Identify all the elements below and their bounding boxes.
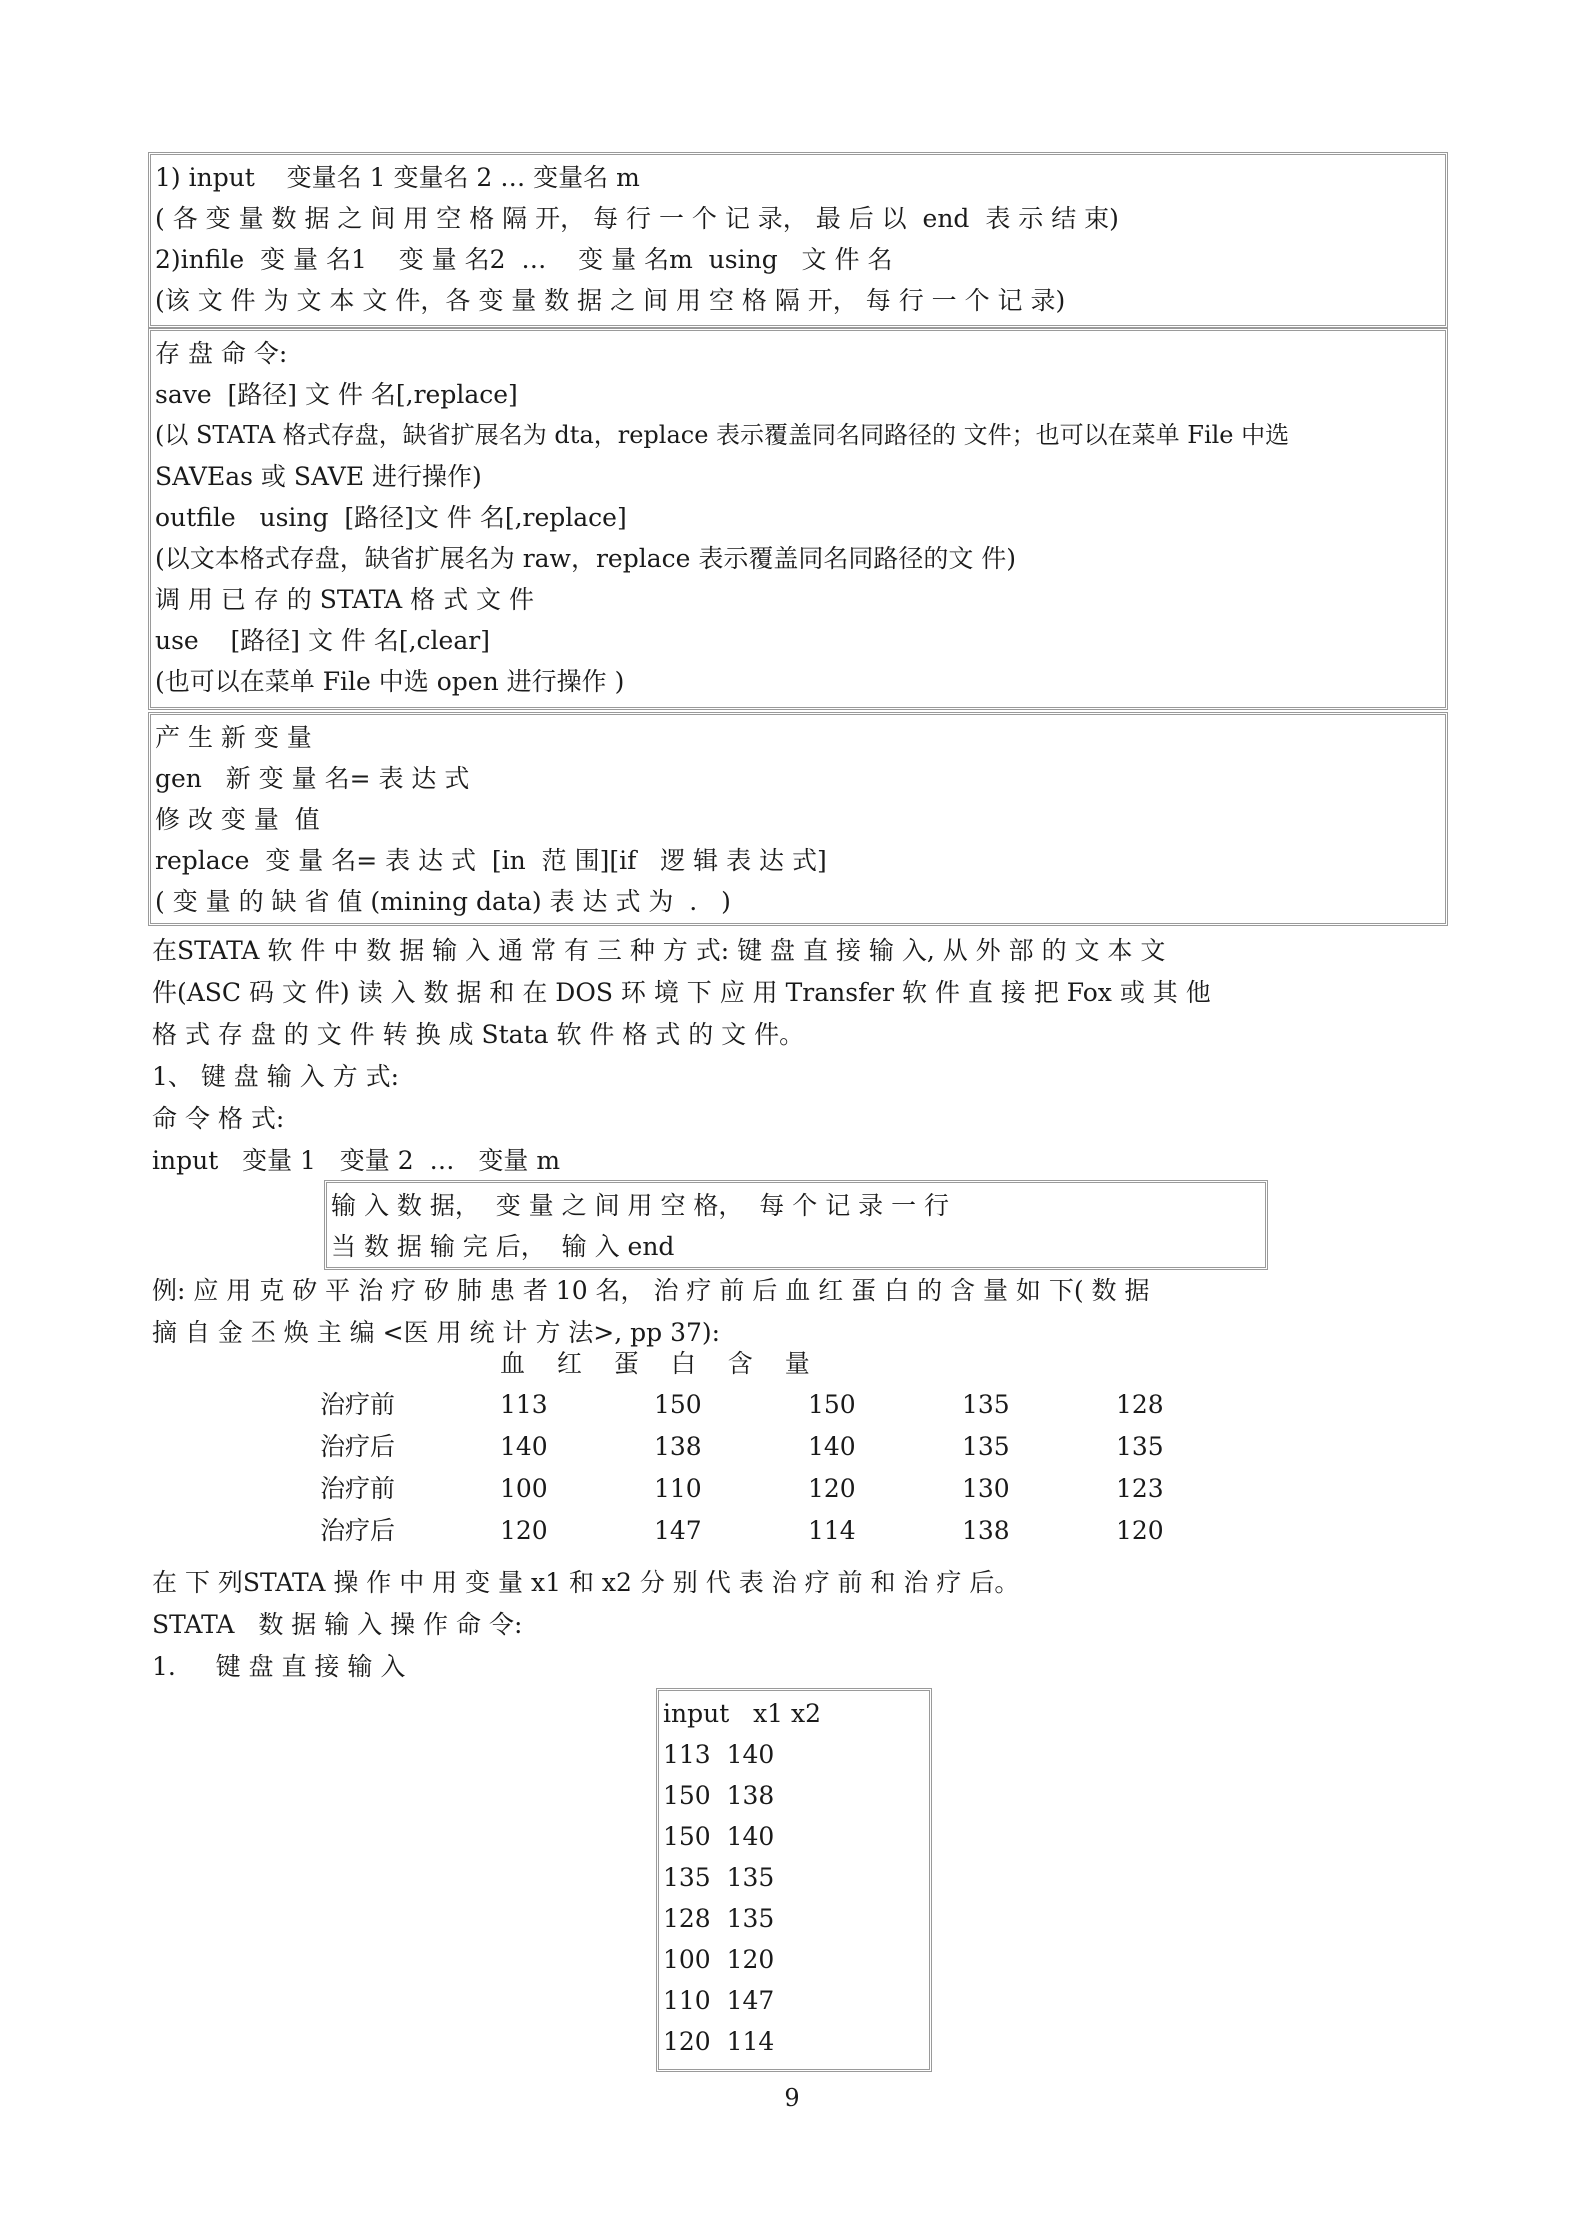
box2-line: (以文本格式存盘，缺省扩展名为 raw，replace 表示覆盖同名同路径的文 件) <box>155 544 1017 573</box>
save-command-box <box>148 328 1448 710</box>
input-box-line: 110 147 <box>663 1986 775 2015</box>
paragraph-line: 件(ASC 码 文 件) 读 入 数 据 和 在 DOS 环 境 下 应 用 Transfer 软 件 直 接 把 Fox 或 其 他 <box>152 978 1211 1007</box>
table-cell: 150 <box>654 1390 702 1419</box>
input-box-line: 113 140 <box>663 1740 775 1769</box>
paragraph-line: 在 下 列STATA 操 作 中 用 变 量 x1 和 x2 分 别 代 表 治 疗 前 和 治 疗 后。 <box>152 1568 1020 1597</box>
note-line: 输 入 数 据， 变 量 之 间 用 空 格， 每 个 记 录 一 行 <box>331 1191 950 1220</box>
input-note-box <box>324 1180 1268 1270</box>
box2-line: (也可以在菜单 File 中选 open 进行操作 ) <box>155 667 625 696</box>
box1-line: ( 各 变 量 数 据 之 间 用 空 格 隔 开， 每 行 一 个 记 录， 最 后 以 end 表 示 结 束) <box>155 204 1119 233</box>
box2-line: SAVEas 或 SAVE 进行操作) <box>155 462 482 491</box>
row-label: 治疗后 <box>320 1432 396 1461</box>
paragraph-line: 命 令 格 式: <box>152 1104 285 1133</box>
table-cell: 123 <box>1116 1474 1164 1503</box>
box3-line: ( 变 量 的 缺 省 值 (mining data) 表 达 式 为 . ) <box>155 887 731 916</box>
box3-line: 修 改 变 量 值 <box>155 805 320 834</box>
table-cell: 140 <box>500 1432 548 1461</box>
table-cell: 100 <box>500 1474 548 1503</box>
input-box-line: 100 120 <box>663 1945 775 1974</box>
box2-line: (以 STATA 格式存盘，缺省扩展名为 dta，replace 表示覆盖同名同路径的 文件；也可以在菜单 File 中选 <box>155 421 1290 449</box>
box1-line: 1) input 变量名 1 变量名 2 … 变量名 m <box>155 163 640 192</box>
table-cell: 130 <box>962 1474 1010 1503</box>
input-command-box <box>148 152 1448 328</box>
input-box-line: 128 135 <box>663 1904 775 1933</box>
table-cell: 120 <box>500 1516 548 1545</box>
box2-line: 调 用 已 存 的 STATA 格 式 文 件 <box>155 585 535 614</box>
paragraph-line: STATA 数 据 输 入 操 作 命 令: <box>152 1610 523 1639</box>
input-box-line: 135 135 <box>663 1863 775 1892</box>
input-box-line: input x1 x2 <box>663 1699 822 1728</box>
box2-line: 存 盘 命 令: <box>155 339 288 368</box>
section-heading: 1、 键 盘 输 入 方 式: <box>152 1062 400 1091</box>
command-syntax: input 变量 1 变量 2 … 变量 m <box>152 1146 561 1175</box>
input-box-line: 150 138 <box>663 1781 775 1810</box>
example-line: 摘 自 金 丕 焕 主 编 <医 用 统 计 方 法>, pp 37): <box>152 1318 721 1347</box>
table-cell: 135 <box>1116 1432 1164 1461</box>
box2-line: outfile using [路径]文 件 名[,replace] <box>155 503 627 532</box>
box1-line: 2)infile 变 量 名1 变 量 名2 … 变 量 名m using 文 件 名 <box>155 245 893 274</box>
input-box-line: 150 140 <box>663 1822 775 1851</box>
box1-line: (该 文 件 为 文 本 文 件，各 变 量 数 据 之 间 用 空 格 隔 开， 每 行 一 个 记 录) <box>155 286 1066 315</box>
input-box-line: 120 114 <box>663 2027 775 2056</box>
stata-input-box <box>656 1688 932 2072</box>
section-heading: 1. 键 盘 直 接 输 入 <box>152 1652 406 1681</box>
gen-replace-box <box>148 712 1448 926</box>
page-number: 9 <box>784 2084 800 2112</box>
table-cell: 140 <box>808 1432 856 1461</box>
table-cell: 114 <box>808 1516 856 1545</box>
paragraph-line: 格 式 存 盘 的 文 件 转 换 成 Stata 软 件 格 式 的 文 件。 <box>152 1020 805 1049</box>
box3-line: gen 新 变 量 名= 表 达 式 <box>155 764 470 793</box>
table-header: 血 红 蛋 白 含 量 <box>500 1349 822 1378</box>
table-cell: 128 <box>1116 1390 1164 1419</box>
table-cell: 135 <box>962 1432 1010 1461</box>
table-cell: 138 <box>962 1516 1010 1545</box>
table-cell: 147 <box>654 1516 702 1545</box>
table-cell: 110 <box>654 1474 702 1503</box>
example-line: 例: 应 用 克 矽 平 治 疗 矽 肺 患 者 10 名， 治 疗 前 后 血 红 蛋 白 的 含 量 如 下( 数 据 <box>152 1276 1150 1305</box>
table-cell: 138 <box>654 1432 702 1461</box>
row-label: 治疗后 <box>320 1516 396 1545</box>
box2-line: save [路径] 文 件 名[,replace] <box>155 380 518 409</box>
table-cell: 113 <box>500 1390 548 1419</box>
paragraph-line: 在STATA 软 件 中 数 据 输 入 通 常 有 三 种 方 式: 键 盘 直 接 输 入, 从 外 部 的 文 本 文 <box>152 936 1166 965</box>
row-label: 治疗前 <box>320 1474 396 1503</box>
box3-line: 产 生 新 变 量 <box>155 723 312 752</box>
table-cell: 120 <box>808 1474 856 1503</box>
box2-line: use [路径] 文 件 名[,clear] <box>155 626 490 655</box>
table-cell: 135 <box>962 1390 1010 1419</box>
table-cell: 150 <box>808 1390 856 1419</box>
note-line: 当 数 据 输 完 后， 输 入 end <box>331 1232 675 1261</box>
row-label: 治疗前 <box>320 1390 396 1419</box>
table-cell: 120 <box>1116 1516 1164 1545</box>
box3-line: replace 变 量 名= 表 达 式 [in 范 围][if 逻 辑 表 达 式] <box>155 846 827 875</box>
